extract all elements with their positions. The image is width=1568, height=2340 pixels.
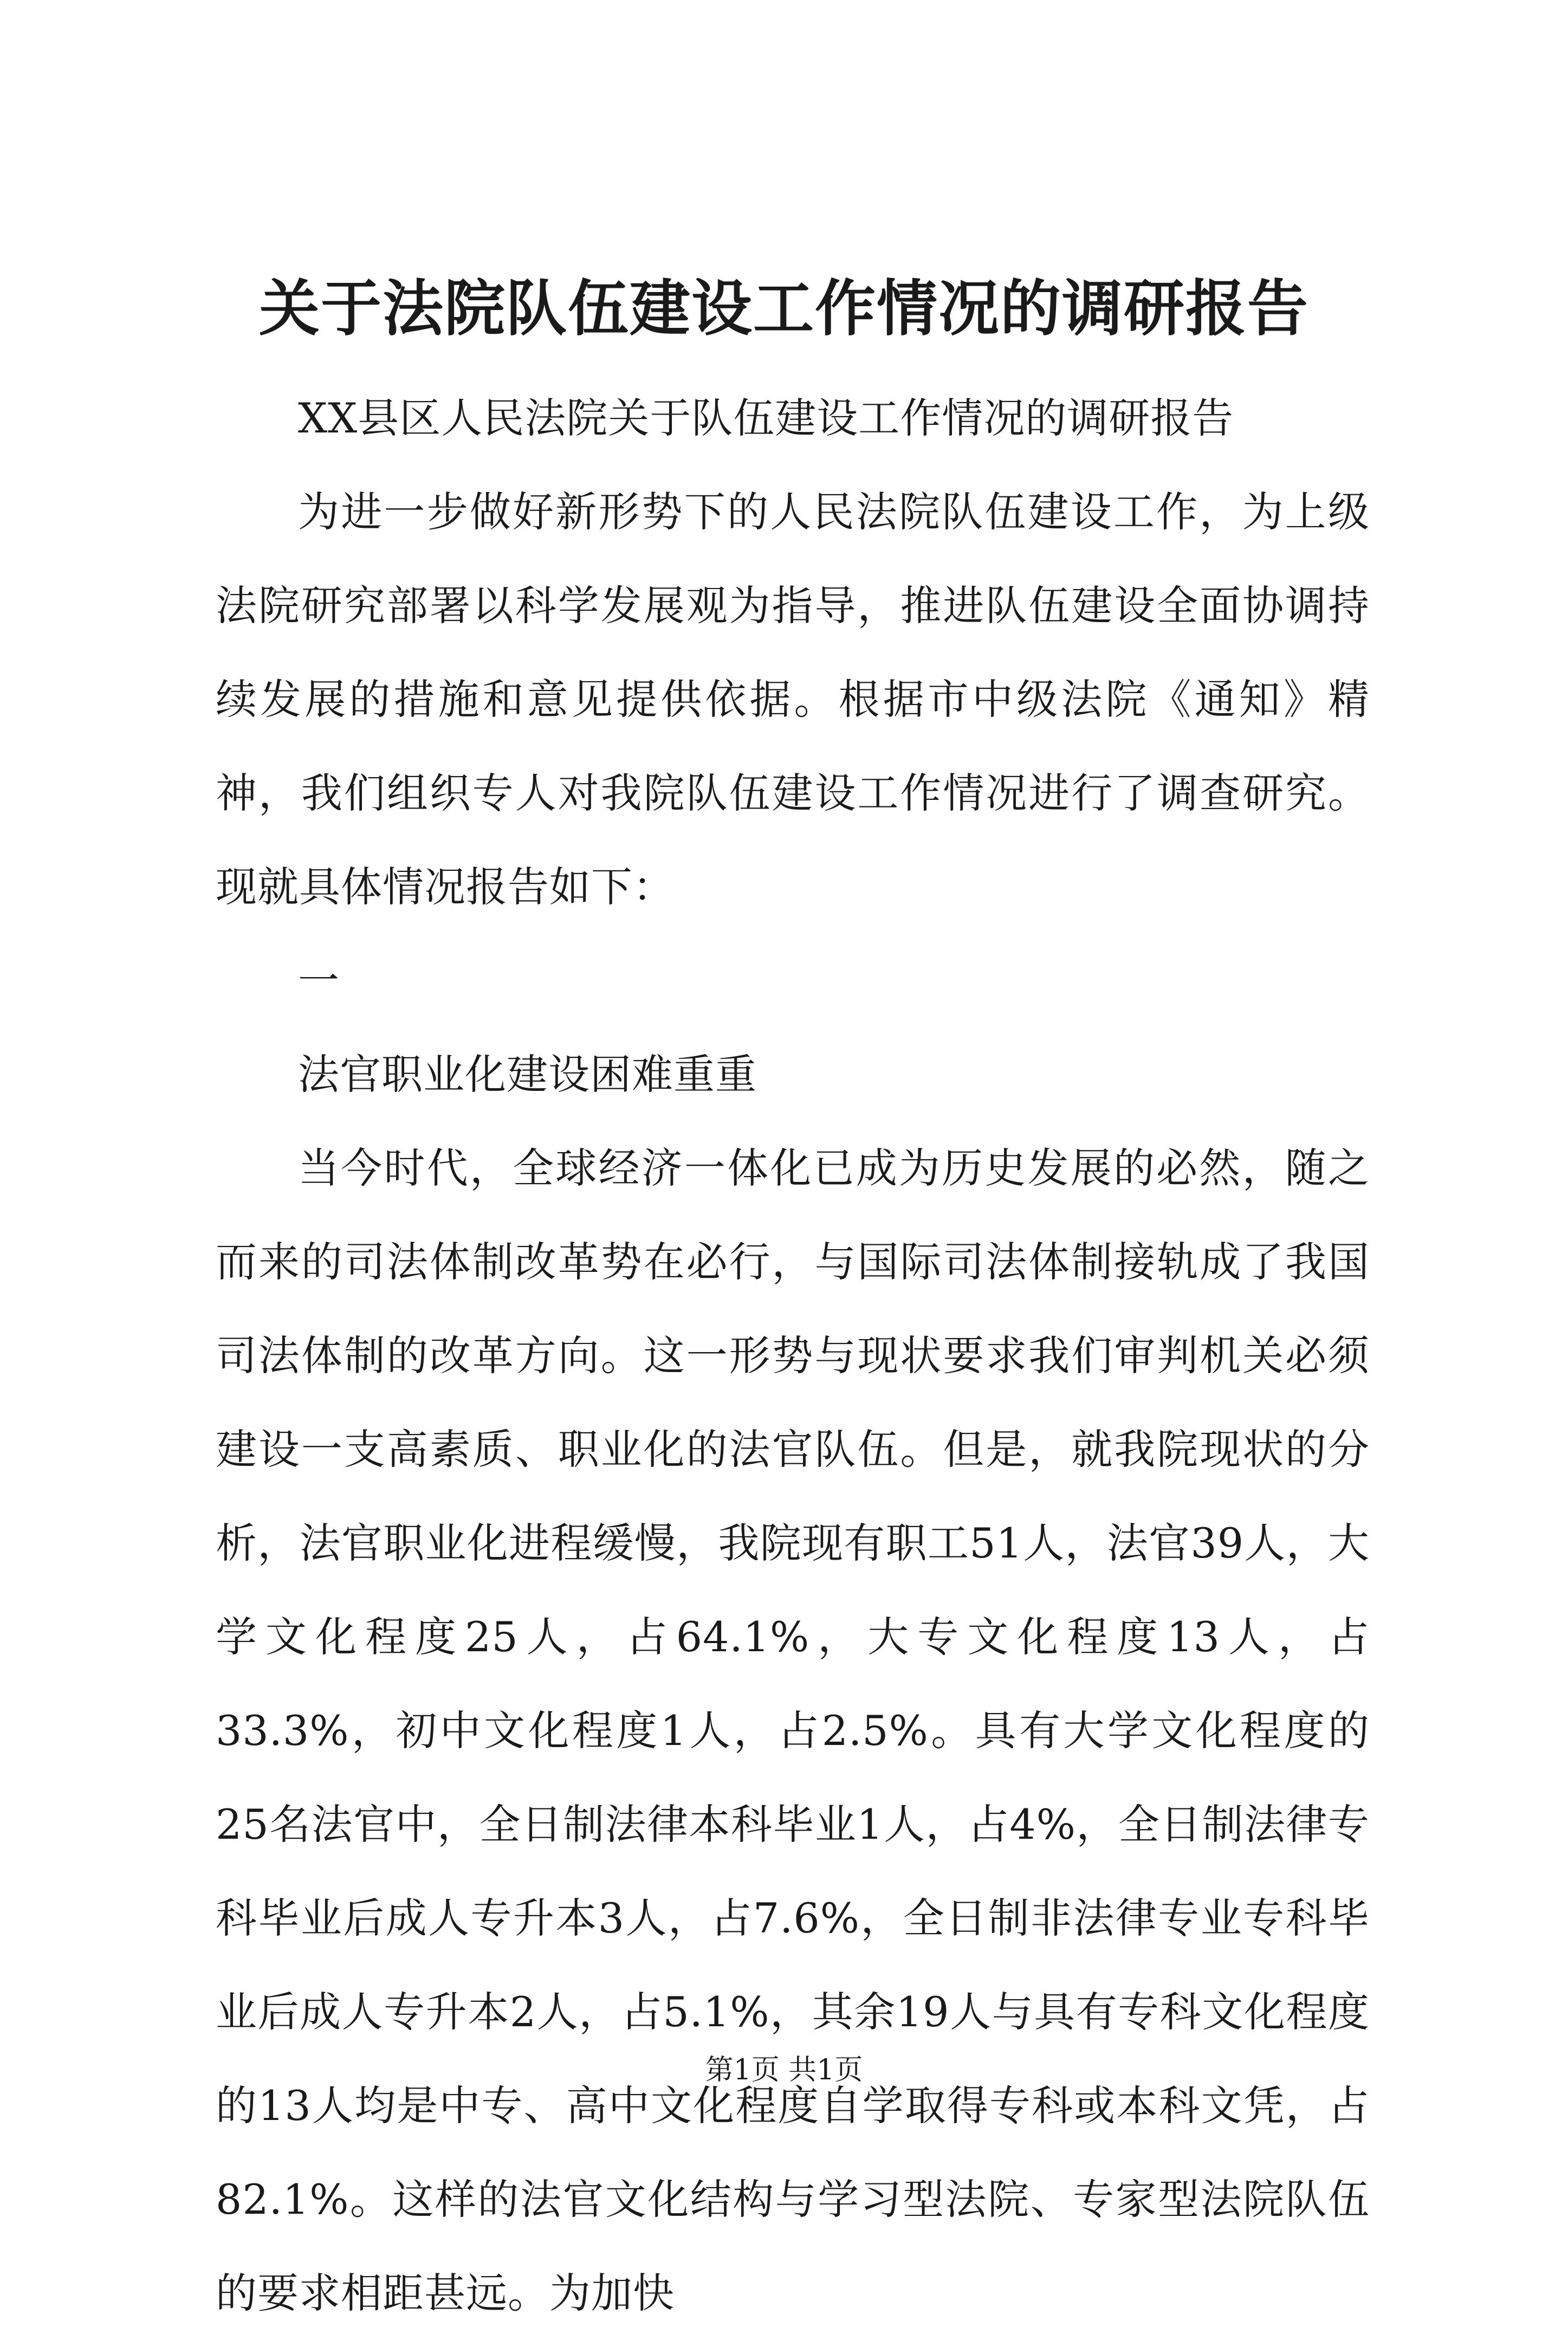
body-paragraph: 当今时代，全球经济一体化已成为历史发展的必然，随之而来的司法体制改革势在必行，与国际司法体制接轨成了我国司法体制的改革方向。这一形势与现状要求我们审判机关必须建设一支高素质、职业化的法官队伍。但是，就我院现状的分析，法官职业化进程缓慢，我院现有职工51人，法官39人，大学文化程度25人，占64.1%，大专文化程度13人，占33.3%，初中文化程度1人，占2.5%。具有大学文化程度的25名法官中，全日制法律本科毕业1人，占4%，全日制法律专科毕业后成人专升本3人，占7.6%，全日制非法律专业专科毕业后成人专升本2人，占5.1%，其余19人与具有专科文化程度的13人均是中专、高中文化程度自学取得专科或本科文凭，占82.1%。这样的法官文化结构与学习型法院、专家型法院队伍的要求相距甚远。为加快 xyxy=(216,1144,1370,2317)
subtitle-paragraph: XX县区人民法院关于队伍建设工作情况的调研报告 xyxy=(298,394,1234,442)
page-number-footer: 第1页 共1页 xyxy=(705,2054,863,2086)
document-title: 关于法院队伍建设工作情况的调研报告 xyxy=(259,273,1309,344)
intro-paragraph: 为进一步做好新形势下的人民法院队伍建设工作，为上级法院研究部署以科学发展观为指导，推进队伍建设全面协调持续发展的措施和意见提供依据。根据市中级法院《通知》精神，我们组织专人对我院队伍建设工作情况进行了调查研究。现就具体情况报告如下： xyxy=(216,488,1370,911)
section-heading: 法官职业化建设困难重重 xyxy=(298,1050,757,1098)
document-body xyxy=(216,371,1370,2340)
section-number: 一 xyxy=(298,956,340,1005)
